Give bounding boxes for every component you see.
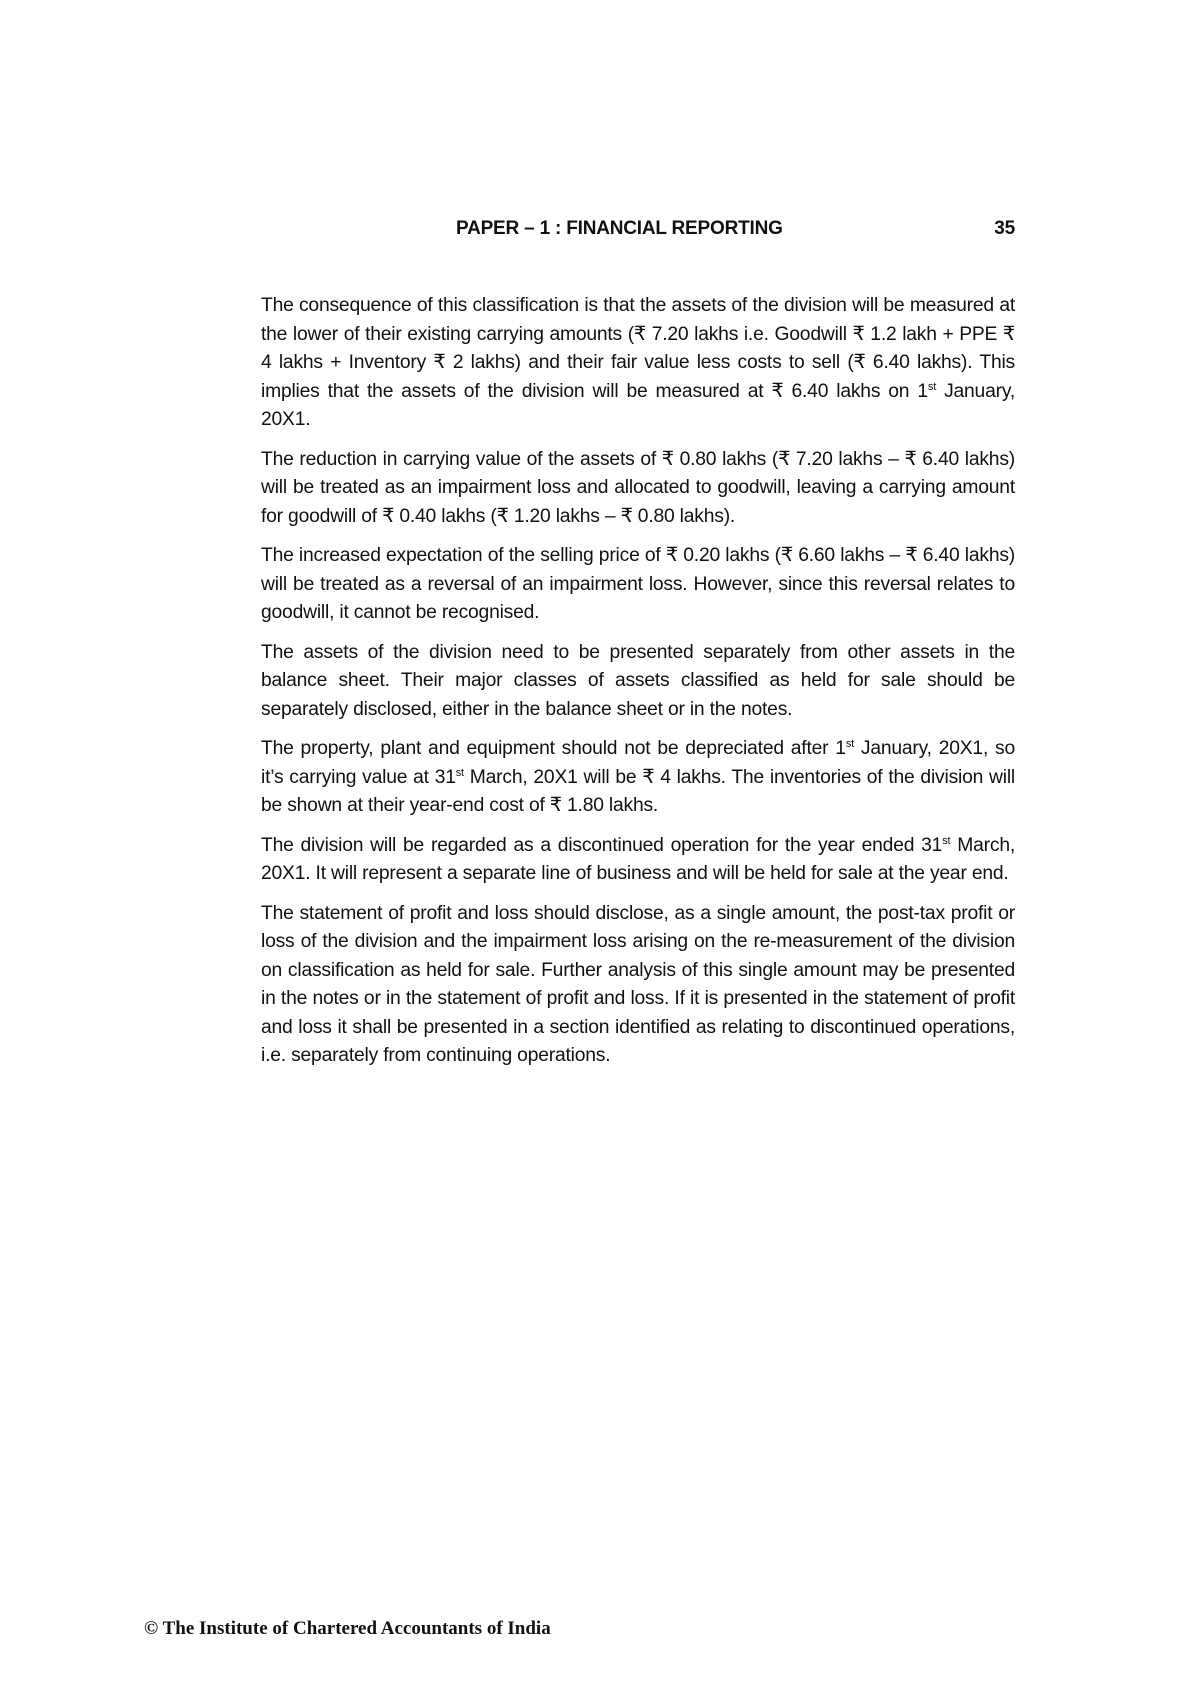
- page-number: 35: [994, 218, 1015, 239]
- paragraph-presentation: The assets of the division need to be presented separately from other assets in the balance sheet. Their major classes of assets classified as held for sale should be separately disclosed, either in the balance sheet or in the notes.: [261, 641, 1015, 720]
- page-header: [261, 218, 1015, 244]
- footer-copyright: © The Institute of Chartered Accountants of India: [144, 1618, 551, 1639]
- body-text: [261, 292, 1015, 1082]
- paragraph-reduction: The reduction in carrying value of the assets of ₹ 0.80 lakhs (₹ 7.20 lakhs – ₹ 6.40 lakhs) will be treated as an impairment loss and allocated to goodwill, leaving a carrying amount for goodwill of ₹ 0.40 lakhs (₹ 1.20 lakhs – ₹ 0.80 lakhs).: [261, 448, 1015, 527]
- paragraph-discontinued: The division will be regarded as a discontinued operation for the year ended 31st March, 20X1. It will represent a separate line of business and will be held for sale at the year end.: [261, 834, 1015, 884]
- page-title: PAPER – 1 : FINANCIAL REPORTING: [456, 218, 783, 239]
- paragraph-consequence: The consequence of this classification is that the assets of the division will be measured at the lower of their existing carrying amounts (₹ 7.20 lakhs i.e. Goodwill ₹ 1.2 lakh + PPE ₹ 4 lakhs + Inventory ₹ 2 lakhs) and their fair value less costs to sell (₹ 6.40 lakhs). This implies that the assets of the division will be measured at ₹ 6.40 lakhs on 1st January, 20X1.: [261, 295, 1015, 430]
- paragraph-profit-loss: The statement of profit and loss should disclose, as a single amount, the post-tax profit or loss of the division and the impairment loss arising on the re-measurement of the division on classification as held for sale. Further analysis of this single amount may be presented in the notes or in the statement of profit and loss. If it is presented in the statement of profit and loss it shall be presented in a section identified as relating to discontinued operations, i.e. separately from continuing operations.: [261, 902, 1015, 1066]
- paragraph-ppe: The property, plant and equipment should not be depreciated after 1st January, 20X1, so it’s carrying value at 31st March, 20X1 will be ₹ 4 lakhs. The inventories of the division will be shown at their year-end cost of ₹ 1.80 lakhs.: [261, 738, 1015, 816]
- paragraph-increased-expectation: The increased expectation of the selling price of ₹ 0.20 lakhs (₹ 6.60 lakhs – ₹ 6.40 lakhs) will be treated as a reversal of an impairment loss. However, since this reversal relates to goodwill, it cannot be recognised.: [261, 545, 1015, 623]
